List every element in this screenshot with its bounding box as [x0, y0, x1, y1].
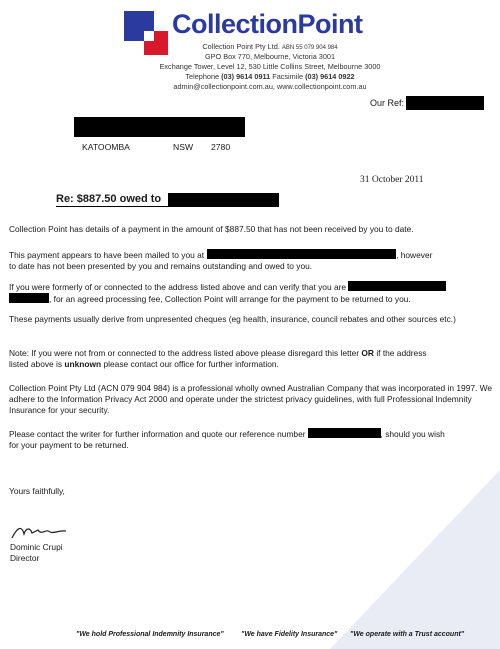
- redacted-ref-inline: [308, 428, 381, 438]
- signer-title: Director: [10, 553, 40, 563]
- paragraph-mailed: This payment appears to have been mailed to you at , however to date has not been presented by you and remains outstanding and owed to you.: [9, 250, 433, 271]
- paragraph-note: Note: If you were not from or connected to the address listed above please disregard this letter OR if the address listed above is unknown please contact our office for further information.: [9, 348, 427, 369]
- footer-slogan-fidelity: "We have Fidelity Insurance": [241, 631, 338, 638]
- address-line-1: GPO Box 770, Melbourne, Victoria 3001: [204, 52, 336, 61]
- paragraph-contact: Please contact the writer for further information and quote our reference number , should you wish for your payment to be returned.: [9, 429, 445, 450]
- brand-name: CollectionPoint: [172, 9, 363, 39]
- redacted-reference: [406, 96, 484, 110]
- addressee-city: KATOOMBA: [82, 142, 130, 152]
- paragraph-payment-details: Collection Point has details of a payment in the amount of $887.50 that has not been received by you to date.: [9, 224, 414, 234]
- redacted-name-inline: [348, 281, 446, 291]
- our-ref-label: Our Ref:: [370, 98, 405, 108]
- footer-slogan-trust: "We operate with a Trust account": [350, 631, 465, 638]
- redacted-debtor-name: [168, 193, 279, 207]
- letter-date: 31 October 2011: [360, 175, 424, 185]
- closing: Yours faithfully,: [9, 486, 65, 496]
- phone-line: Telephone (03) 9614 0911 Facsimile (03) 9614 0922: [185, 72, 355, 81]
- addressee-postcode: 2780: [211, 142, 231, 152]
- signature-image: [10, 524, 72, 540]
- addressee-state: NSW: [173, 142, 194, 152]
- company-line: Collection Point Pty Ltd. ABN 55 079 904 984: [202, 42, 338, 51]
- address-line-2: Exchange Tower, Level 12, 530 Little Collins Street, Melbourne 3000: [159, 62, 381, 71]
- paragraph-verify: If you were formerly of or connected to the address listed above and can verify that you are , for an agreed processing fee, Collection Point will arrange for the payment to be returned to you.: [9, 281, 497, 305]
- redacted-name-inline-2: [9, 293, 49, 303]
- re-line: Re: $887.50 owed to: [56, 193, 271, 207]
- redacted-addressee: [74, 117, 245, 137]
- redacted-address: [207, 249, 396, 259]
- paragraph-company-info: Collection Point Pty Ltd (ACN 079 904 984) is a professional wholly owned Australian Company that was incorporated in 1997. We adhere to the Information Privacy Act 2000 and operate under the strictest privacy guidelines, with full Professional Indemnity Insurance for your security.: [9, 383, 493, 415]
- paragraph-sources: These payments usually derive from unpresented cheques (eg health, insurance, council rebates and other sources etc.): [9, 314, 456, 324]
- contact-line: admin@collectionpoint.com.au, www.collectionpoint.com.au: [173, 82, 367, 91]
- signer-name: Dominic Crupi: [10, 542, 63, 552]
- footer-slogan-indemnity: "We hold Professional Indemnity Insurance": [76, 631, 224, 638]
